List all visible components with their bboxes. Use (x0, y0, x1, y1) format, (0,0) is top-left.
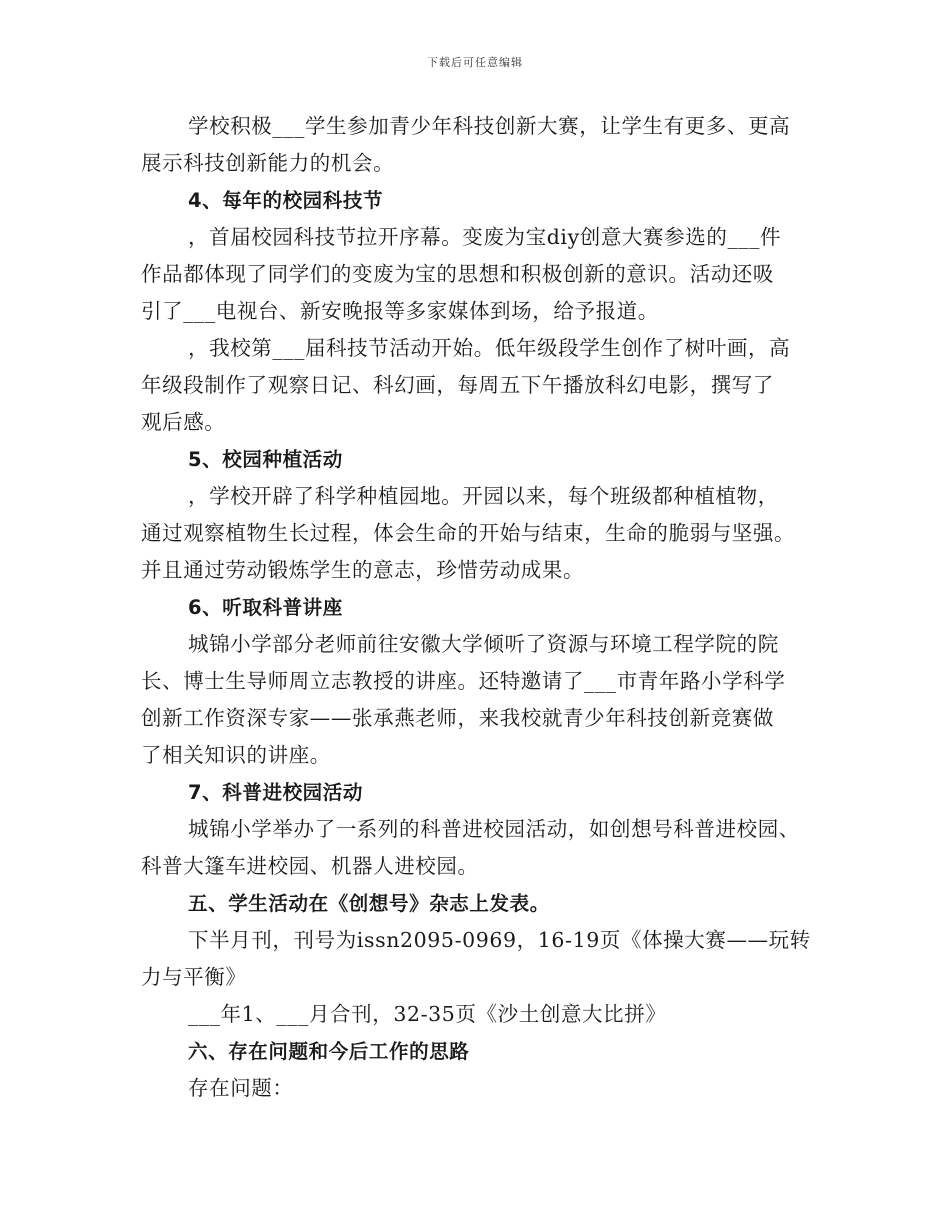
paragraph-line: 展示科技创新能力的机会。 (141, 151, 395, 175)
paragraph-line: 作品都体现了同学们的变废为宝的思想和积极创新的意识。活动还吸 (141, 262, 774, 286)
paragraph-line: 力与平衡》 (141, 965, 247, 989)
paragraph-line: 通过观察植物生长过程，体会生命的开始与结束，生命的脆弱与坚强。 (141, 521, 796, 545)
paragraph-line: 引了___电视台、新安晚报等多家媒体到场，给予报道。 (141, 299, 659, 323)
paragraph-line: ，首届校园科技节拉开序幕。变废为宝diy创意大赛参选的___件 (188, 225, 782, 249)
paragraph-line: 科普大篷车进校园、机器人进校园。 (141, 854, 479, 878)
paragraph-line: 学校积极___学生参加青少年科技创新大赛，让学生有更多、更高 (188, 114, 791, 138)
paragraph-line: 年级段制作了观察日记、科幻画，每周五下午播放科幻电影，撰写了 (141, 373, 774, 397)
paragraph-line: 创新工作资深专家——张承燕老师，来我校就青少年科技创新竞赛做 (141, 706, 774, 730)
section-heading: 7、科普进校园活动 (188, 781, 363, 804)
section-heading: 5、校园种植活动 (188, 448, 343, 471)
section-heading: 五、学生活动在《创想号》杂志上发表。 (188, 892, 550, 915)
paragraph-line: 长、博士生导师周立志教授的讲座。还特邀请了___市青年路小学科学 (141, 669, 786, 693)
paragraph-line: 观后感。 (141, 410, 226, 434)
document-body (141, 108, 821, 1107)
section-heading: 4、每年的校园科技节 (188, 189, 384, 212)
section-heading: 六、存在问题和今后工作的思路 (188, 1040, 470, 1063)
paragraph-line: 下半月刊，刊号为issn2095-0969，16-19页《体操大赛——玩转 (188, 928, 811, 952)
page-header: 下载后可任意编辑 (427, 56, 523, 69)
paragraph-line: 了相关知识的讲座。 (141, 743, 331, 767)
paragraph-line: 并且通过劳动锻炼学生的意志，珍惜劳动成果。 (141, 558, 585, 582)
section-heading: 6、听取科普讲座 (188, 596, 343, 619)
paragraph-line: 城锦小学举办了一系列的科普进校园活动，如创想号科普进校园、 (188, 817, 800, 841)
paragraph-line: 存在问题： (188, 1076, 294, 1100)
paragraph-line: ，我校第___届科技节活动开始。低年级段学生创作了树叶画，高 (188, 336, 791, 360)
paragraph-line: ，学校开辟了科学种植园地。开园以来，每个班级都种植植物， (188, 484, 779, 508)
paragraph-line: ___年1、___月合刊，32-35页《沙土创意大比拼》 (188, 1002, 667, 1026)
paragraph-line: 城锦小学部分老师前往安徽大学倾听了资源与环境工程学院的院 (188, 632, 779, 656)
